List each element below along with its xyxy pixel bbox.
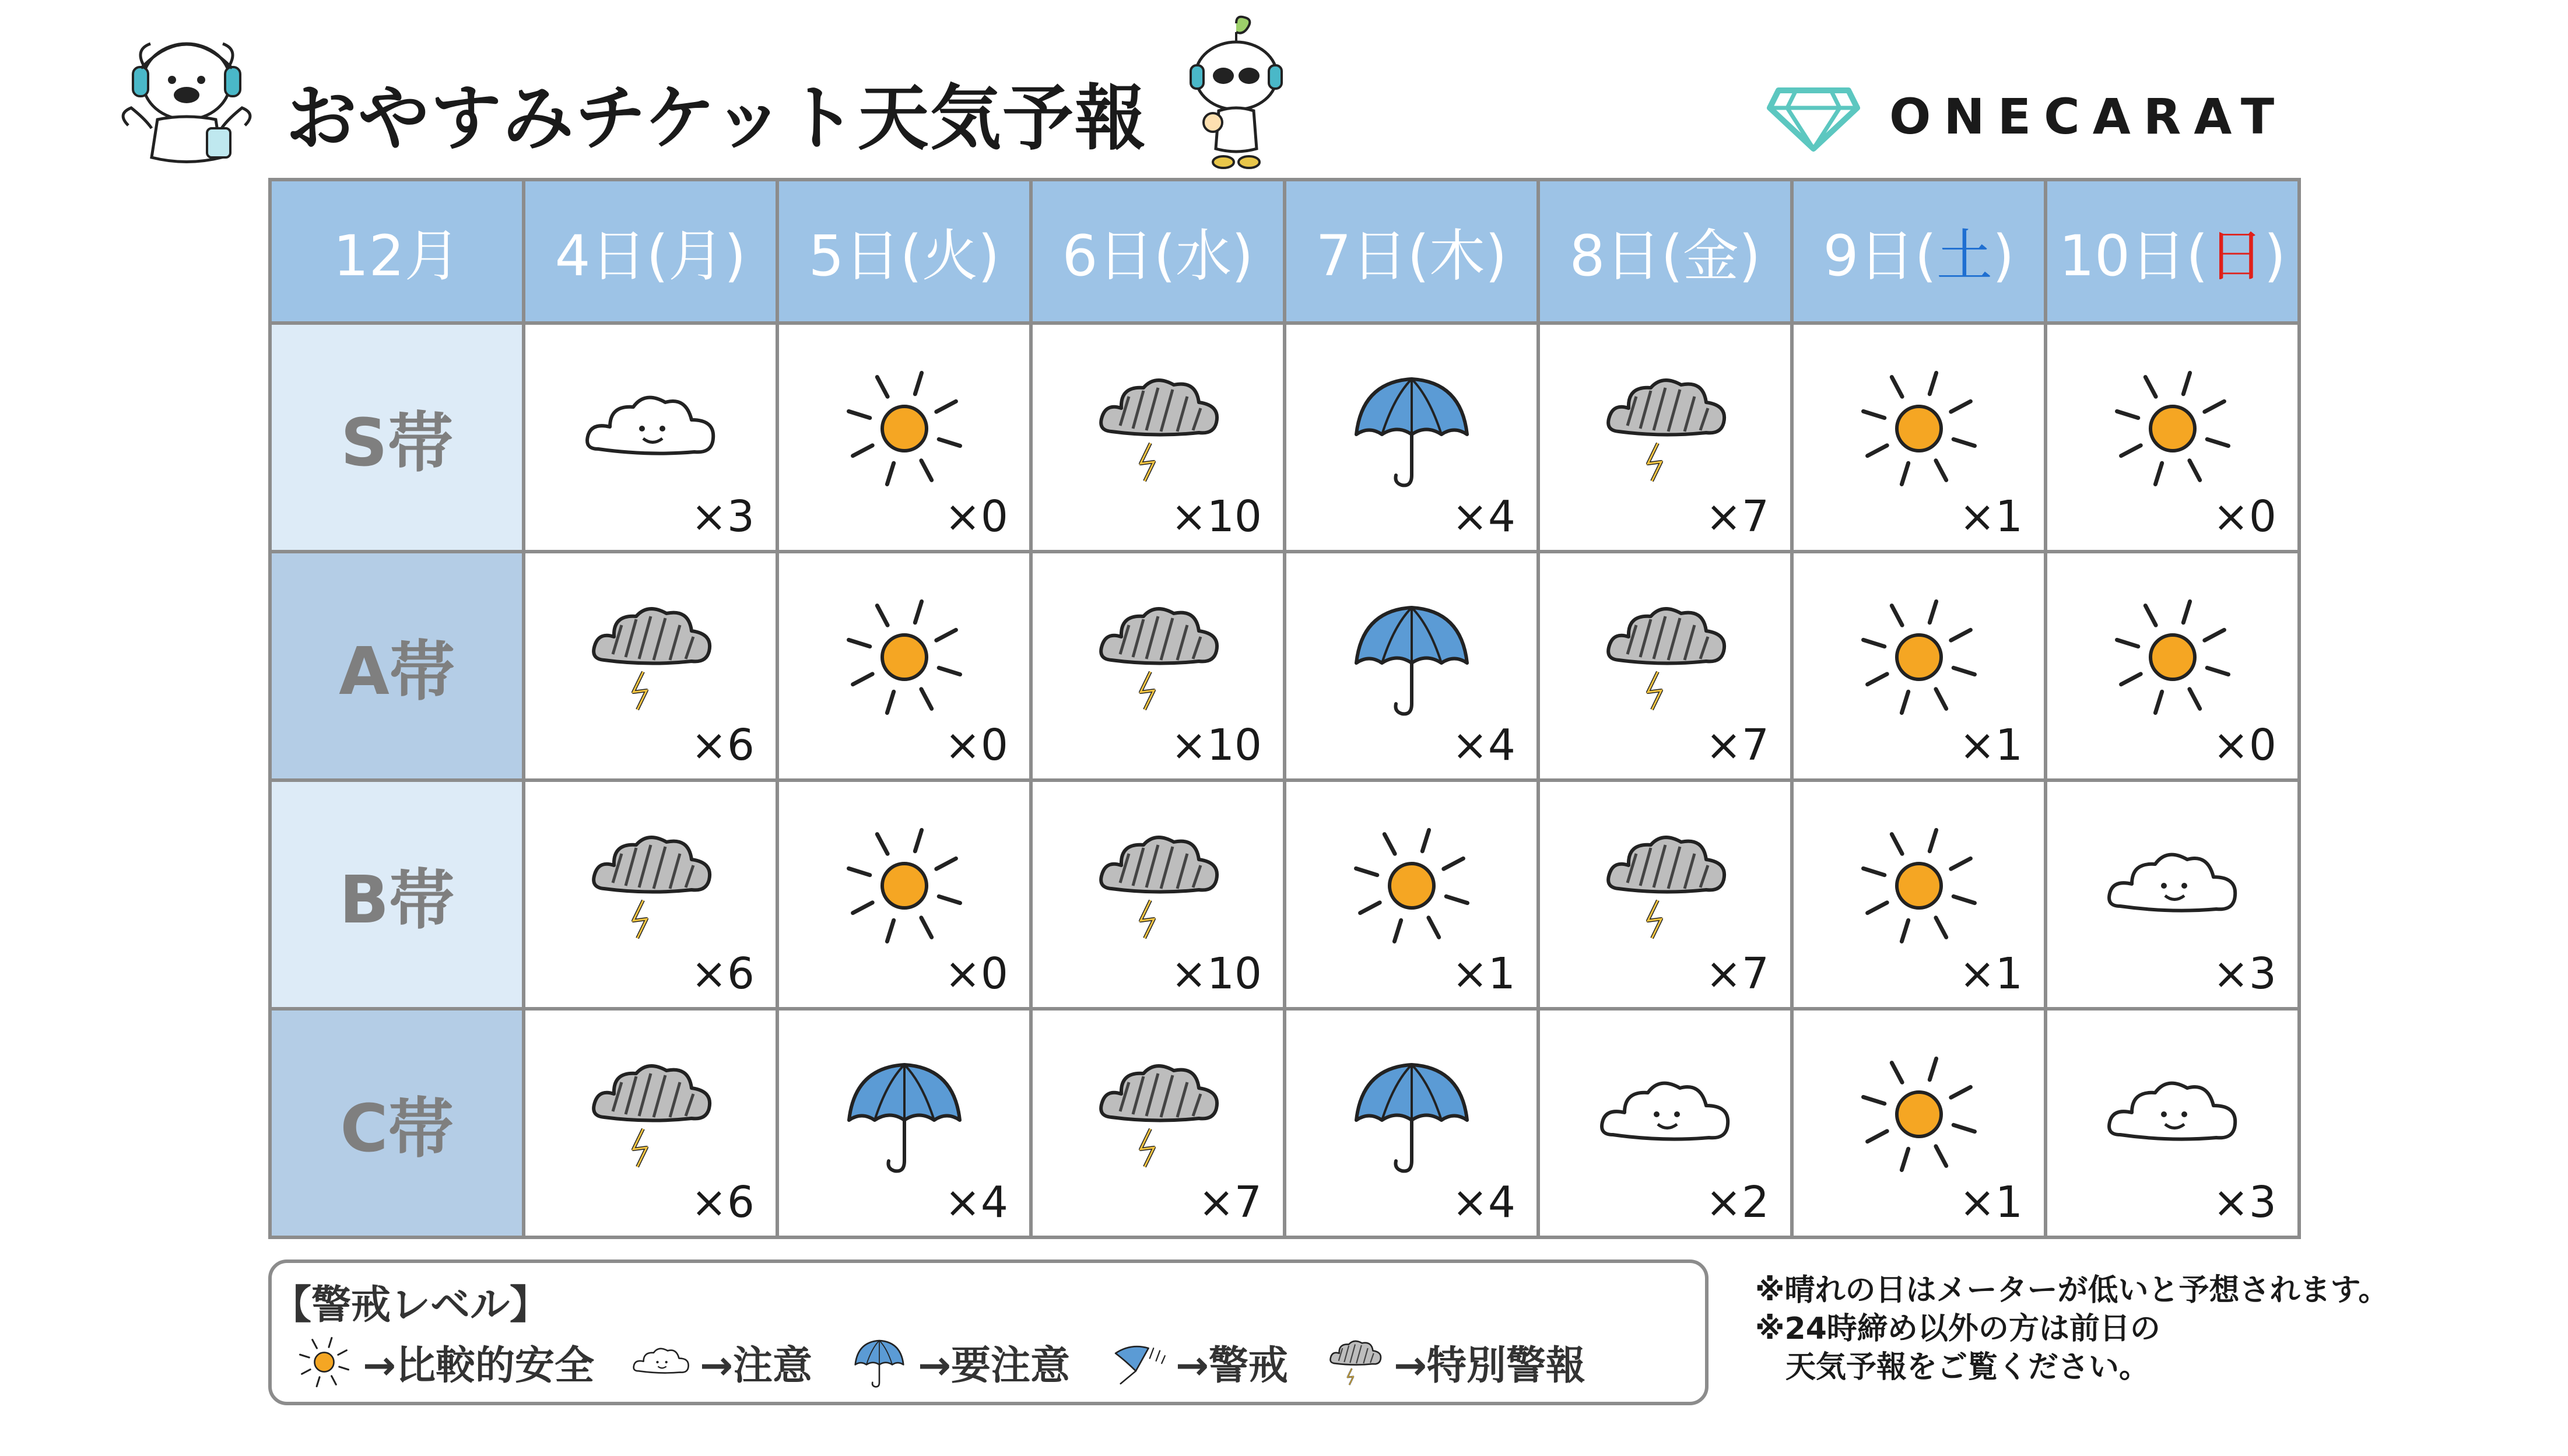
legend-label: →注意 — [699, 1342, 812, 1389]
notes — [1755, 1271, 2388, 1387]
paren-close: ) — [1992, 223, 2015, 289]
thunder-cloud-icon — [578, 590, 724, 724]
ticket-count: ×10 — [1170, 492, 1262, 542]
wind-umbrella-icon — [1102, 1333, 1176, 1391]
forecast-cell — [1031, 1009, 1285, 1237]
forecast-cell — [1538, 323, 1792, 552]
forecast-cell — [777, 323, 1031, 552]
day-header — [1285, 180, 1538, 323]
forecast-cell — [2046, 323, 2299, 552]
paren-open: ( — [2186, 223, 2208, 289]
paren-close: ) — [1232, 223, 1254, 289]
legend-item — [626, 1333, 812, 1391]
day-date: 6日 — [1062, 223, 1154, 289]
ticket-count: ×3 — [2212, 1177, 2276, 1227]
table-row — [270, 552, 2299, 780]
table-row — [270, 780, 2299, 1009]
table-row — [270, 323, 2299, 552]
ticket-count: ×4 — [1451, 492, 1515, 542]
ticket-count: ×4 — [1451, 720, 1515, 770]
ticket-count: ×0 — [944, 949, 1008, 999]
ticket-count: ×7 — [1198, 1177, 1262, 1227]
cloud-icon — [578, 362, 724, 496]
legend-label: →警戒 — [1175, 1342, 1288, 1389]
day-header — [524, 180, 777, 323]
ticket-count: ×3 — [2212, 949, 2276, 999]
thunder-cloud-icon — [1320, 1333, 1394, 1391]
forecast-cell — [1538, 1009, 1792, 1237]
day-date: 10日 — [2058, 223, 2187, 289]
dog-mascot-icon — [105, 26, 268, 172]
legend-item — [289, 1333, 594, 1391]
thunder-cloud-icon — [1592, 590, 1738, 724]
forecast-cell — [1285, 552, 1538, 780]
ticket-count: ×4 — [1451, 1177, 1515, 1227]
band-label: A帯 — [270, 552, 524, 780]
header-row — [270, 180, 2299, 323]
sun-icon — [1846, 819, 1992, 953]
weekday: 金 — [1683, 223, 1739, 289]
forecast-cell — [1285, 780, 1538, 1009]
legend-label: →比較的安全 — [363, 1342, 594, 1389]
thunder-cloud-icon — [1085, 1047, 1231, 1181]
thunder-cloud-icon — [578, 1047, 724, 1181]
ticket-count: ×10 — [1170, 720, 1262, 770]
day-date: 9日 — [1823, 223, 1915, 289]
ticket-count: ×2 — [1705, 1177, 1769, 1227]
day-header — [777, 180, 1031, 323]
weekday: 月 — [668, 223, 725, 289]
paren-close: ) — [2264, 223, 2286, 289]
sun-icon — [832, 590, 977, 724]
sun-icon — [2100, 362, 2246, 496]
cloud-icon — [2100, 819, 2246, 953]
day-date: 4日 — [555, 223, 647, 289]
forecast-cell — [524, 552, 777, 780]
day-header — [2046, 180, 2299, 323]
forecast-cell — [1285, 1009, 1538, 1237]
umbrella-icon — [1339, 590, 1485, 724]
weekday: 水 — [1176, 223, 1232, 289]
forecast-cell — [1031, 552, 1285, 780]
ticket-count: ×4 — [944, 1177, 1008, 1227]
paren-close: ) — [1485, 223, 1507, 289]
sun-icon — [1846, 590, 1992, 724]
forecast-cell — [1538, 552, 1792, 780]
table-body — [270, 323, 2299, 1237]
page-title: おやすみチケット天気予報 — [286, 77, 1148, 160]
thunder-cloud-icon — [1592, 819, 1738, 953]
sun-icon — [1846, 1047, 1992, 1181]
paren-open: ( — [1153, 223, 1176, 289]
forecast-cell — [1792, 552, 2046, 780]
forecast-cell — [2046, 552, 2299, 780]
forecast-cell — [1538, 780, 1792, 1009]
weekday: 火 — [922, 223, 978, 289]
legend-label: →要注意 — [917, 1342, 1070, 1389]
ticket-count: ×6 — [690, 949, 755, 999]
ticket-count: ×0 — [2212, 720, 2276, 770]
legend-items — [289, 1333, 1618, 1391]
thunder-cloud-icon — [1085, 362, 1231, 496]
ticket-count: ×1 — [1959, 1177, 2023, 1227]
sun-icon — [1846, 362, 1992, 496]
ticket-count: ×3 — [690, 492, 755, 542]
day-date: 7日 — [1315, 223, 1408, 289]
day-header — [1792, 180, 2046, 323]
forecast-cell — [524, 780, 777, 1009]
alien-mascot-icon — [1178, 12, 1294, 172]
forecast-cell — [777, 552, 1031, 780]
cloud-icon — [1592, 1047, 1738, 1181]
forecast-cell — [2046, 780, 2299, 1009]
thunder-cloud-icon — [1592, 362, 1738, 496]
paren-open: ( — [1914, 223, 1937, 289]
note-line: ※24時締め以外の方は前日の — [1755, 1311, 2160, 1346]
umbrella-icon — [844, 1333, 918, 1391]
ticket-count: ×0 — [944, 720, 1008, 770]
ticket-count: ×7 — [1705, 949, 1769, 999]
legend-item — [1320, 1333, 1585, 1391]
ticket-count: ×1 — [1451, 949, 1515, 999]
umbrella-icon — [1339, 362, 1485, 496]
ticket-count: ×0 — [2212, 492, 2276, 542]
paren-close: ) — [1739, 223, 1761, 289]
thunder-cloud-icon — [1085, 819, 1231, 953]
forecast-cell — [524, 1009, 777, 1237]
paren-open: ( — [1661, 223, 1683, 289]
note-line: 天気予報をご覧ください。 — [1755, 1350, 2150, 1385]
thunder-cloud-icon — [578, 819, 724, 953]
legend-item — [844, 1333, 1070, 1391]
forecast-cell — [1792, 323, 2046, 552]
forecast-cell — [1285, 323, 1538, 552]
sun-icon — [289, 1333, 363, 1391]
cloud-icon — [2100, 1047, 2246, 1181]
weekday: 木 — [1429, 223, 1486, 289]
day-date: 5日 — [808, 223, 900, 289]
forecast-cell — [1031, 323, 1285, 552]
table-row — [270, 1009, 2299, 1237]
diamond-logo-icon — [1767, 82, 1860, 152]
sun-icon — [832, 819, 977, 953]
sun-icon — [1339, 819, 1485, 953]
legend-label: →特別警報 — [1393, 1342, 1585, 1389]
forecast-table — [268, 178, 2301, 1239]
ticket-count: ×7 — [1705, 492, 1769, 542]
paren-close: ) — [724, 223, 746, 289]
thunder-cloud-icon — [1085, 590, 1231, 724]
band-label: C帯 — [270, 1009, 524, 1237]
note-line: ※晴れの日はメーターが低いと予想されます。 — [1755, 1273, 2389, 1308]
brand-logo — [1767, 76, 2287, 157]
band-label: S帯 — [270, 323, 524, 552]
forecast-cell — [777, 780, 1031, 1009]
sun-icon — [2100, 590, 2246, 724]
legend-item — [1102, 1333, 1288, 1391]
paren-open: ( — [646, 223, 669, 289]
day-date: 8日 — [1569, 223, 1661, 289]
ticket-count: ×1 — [1959, 720, 2023, 770]
umbrella-icon — [1339, 1047, 1485, 1181]
forecast-cell — [1031, 780, 1285, 1009]
forecast-cell — [2046, 1009, 2299, 1237]
umbrella-icon — [832, 1047, 977, 1181]
ticket-count: ×1 — [1959, 949, 2023, 999]
ticket-count: ×0 — [944, 492, 1008, 542]
ticket-count: ×10 — [1170, 949, 1262, 999]
paren-close: ) — [978, 223, 1000, 289]
ticket-count: ×7 — [1705, 720, 1769, 770]
ticket-count: ×6 — [690, 720, 755, 770]
sun-icon — [832, 362, 977, 496]
legend-box — [268, 1259, 1709, 1405]
ticket-count: ×6 — [690, 1177, 755, 1227]
cloud-icon — [626, 1333, 700, 1391]
ticket-count: ×1 — [1959, 492, 2023, 542]
paren-open: ( — [1407, 223, 1430, 289]
forecast-cell — [524, 323, 777, 552]
day-header — [1538, 180, 1792, 323]
forecast-cell — [1792, 1009, 2046, 1237]
forecast-cell — [1792, 780, 2046, 1009]
month-header: 12月 — [270, 180, 524, 323]
legend-title: 【警戒レベル】 — [272, 1282, 550, 1328]
forecast-cell — [777, 1009, 1031, 1237]
brand-name: ONECARAT — [1889, 88, 2288, 145]
weekday-sunday: 日 — [2208, 223, 2264, 289]
day-header — [1031, 180, 1285, 323]
band-label: B帯 — [270, 780, 524, 1009]
paren-open: ( — [900, 223, 922, 289]
weekday-saturday: 土 — [1936, 223, 1993, 289]
